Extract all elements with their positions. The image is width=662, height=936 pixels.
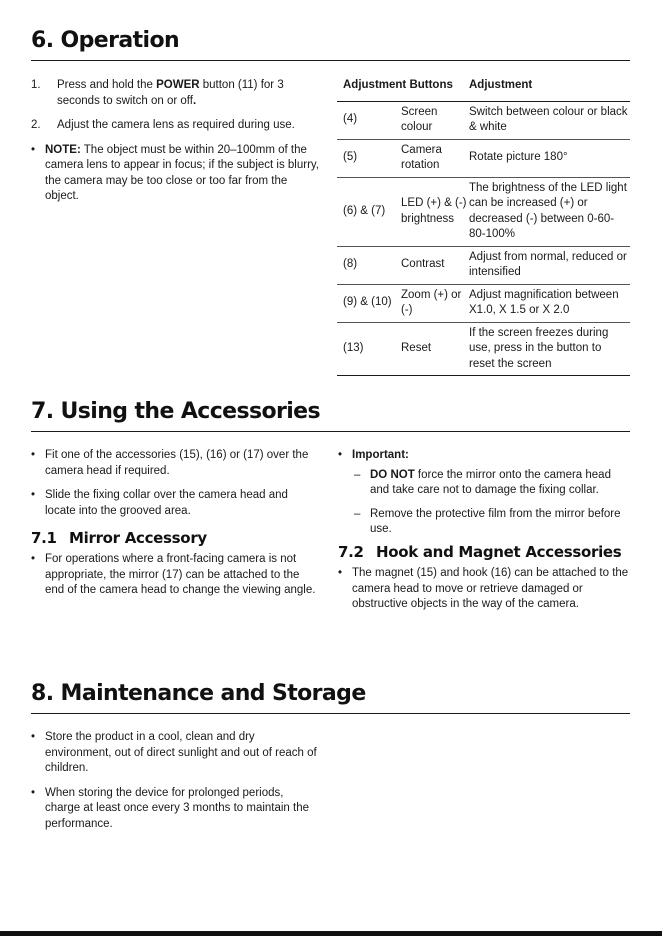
table-cell-button: (6) & (7) — [337, 177, 401, 246]
operation-step-2 — [31, 118, 319, 134]
bullet: • — [31, 731, 36, 743]
table-header-buttons: Adjustment Buttons — [337, 72, 469, 101]
subsection-label: Hook and Magnet Accessories — [376, 543, 622, 561]
table-row — [337, 284, 630, 322]
important-heading — [338, 448, 630, 464]
operation-note — [31, 143, 319, 205]
table-cell-adjustment: Adjust magnification between X1.0, X 1.5 or X 2.0 — [469, 284, 630, 322]
table-cell-name: Reset — [401, 322, 469, 376]
list-item — [338, 566, 630, 613]
operation-step-1 — [31, 78, 319, 109]
section-divider — [31, 431, 630, 432]
table-row — [337, 101, 630, 139]
list-item-text: For operations where a front-facing camera is not appropriate, the mirror (17) can be attached to the end of the camera head to change the viewing angle. — [45, 553, 316, 596]
adjustment-table — [337, 72, 630, 376]
table-cell-adjustment: Rotate picture 180° — [469, 139, 630, 177]
table-cell-adjustment: If the screen freezes during use, press in the button to reset the screen — [469, 322, 630, 376]
table-cell-name: Zoom (+) or (-) — [401, 284, 469, 322]
table-cell-name: Camera rotation — [401, 139, 469, 177]
bullet: • — [338, 567, 343, 579]
list-item-text: When storing the device for prolonged periods, charge at least once every 3 months to maintain the performance. — [45, 786, 310, 830]
note-label: NOTE: — [45, 143, 81, 156]
operation-steps — [31, 78, 319, 214]
dash: – — [354, 507, 361, 520]
table-cell-button: (4) — [337, 101, 401, 139]
table-cell-button: (5) — [337, 139, 401, 177]
table-row — [337, 177, 630, 246]
table-header-row — [337, 72, 630, 101]
subsection-number: 7.1 — [31, 529, 57, 547]
note-text: The object must be within 20–100mm of the camera lens to appear in focus; if the subject is blurry, the camera may be too close or too far from the object. — [45, 143, 320, 202]
table-cell-button: (9) & (10) — [337, 284, 401, 322]
table-cell-button: (8) — [337, 246, 401, 284]
important-item-text: force the mirror onto the camera head and take care not to damage the fixing collar. — [370, 468, 611, 496]
list-item — [31, 730, 321, 777]
step-text: Adjust the camera lens as required during use. — [57, 119, 295, 131]
table-cell-adjustment: The brightness of the LED light can be increased (+) or decreased (-) between 0-60-80-100% — [469, 177, 630, 246]
mirror-bullets — [31, 552, 319, 608]
table-cell-name: LED (+) & (-) brightness — [401, 177, 469, 246]
table-row — [337, 322, 630, 376]
section-title-maintenance: 8. Maintenance and Storage — [31, 681, 366, 706]
table-header-adjustment: Adjustment — [469, 72, 630, 101]
step-number: 1. — [31, 79, 41, 91]
subsection-number: 7.2 — [338, 543, 364, 561]
list-item-text: The magnet (15) and hook (16) can be attached to the camera head to move or retrieve damaged or obstructive objects in the way of the camera. — [352, 567, 629, 610]
bullet: • — [31, 553, 36, 565]
section-divider — [31, 713, 630, 714]
important-item — [338, 507, 630, 538]
bullet: • — [31, 143, 36, 156]
table-cell-adjustment: Switch between colour or black & white — [469, 101, 630, 139]
dash: – — [354, 468, 361, 481]
important-item-bold: DO NOT — [370, 468, 415, 481]
table-body — [337, 101, 630, 376]
section-divider — [31, 60, 630, 61]
step-number: 2. — [31, 119, 41, 131]
accessories-bullets — [31, 448, 316, 528]
table-cell-name: Screen colour — [401, 101, 469, 139]
important-block — [338, 448, 630, 546]
section-title-operation: 6. Operation — [31, 28, 180, 53]
list-item-text: Slide the fixing collar over the camera head and locate into the grooved area. — [45, 489, 288, 517]
bullet: • — [31, 489, 36, 501]
subsection-title-hook — [338, 543, 621, 561]
subsection-label: Mirror Accessory — [69, 529, 207, 547]
list-item — [31, 488, 316, 519]
important-label: Important: — [352, 449, 409, 461]
list-item — [31, 552, 319, 599]
table-row — [337, 246, 630, 284]
hook-bullets — [338, 566, 630, 622]
table-row — [337, 139, 630, 177]
bullet: • — [31, 449, 36, 461]
table-cell-name: Contrast — [401, 246, 469, 284]
list-item — [31, 786, 321, 833]
step-text: Press and hold the POWER button (11) for 3 seconds to switch on or off. — [57, 79, 284, 107]
section-title-accessories: 7. Using the Accessories — [31, 399, 320, 424]
important-item — [338, 468, 630, 499]
table-cell-button: (13) — [337, 322, 401, 376]
table-cell-adjustment: Adjust from normal, reduced or intensified — [469, 246, 630, 284]
maintenance-bullets — [31, 730, 321, 841]
subsection-title-mirror — [31, 529, 207, 547]
list-item-text: Store the product in a cool, clean and dry environment, out of direct sunlight and out of reach of children. — [45, 731, 317, 774]
list-item — [31, 448, 316, 479]
important-item-text: Remove the protective film from the mirror before use. — [370, 507, 621, 535]
bullet: • — [338, 449, 343, 461]
list-item-text: Fit one of the accessories (15), (16) or (17) over the camera head if required. — [45, 449, 309, 477]
bullet: • — [31, 786, 36, 799]
page-bottom-edge — [0, 931, 662, 936]
